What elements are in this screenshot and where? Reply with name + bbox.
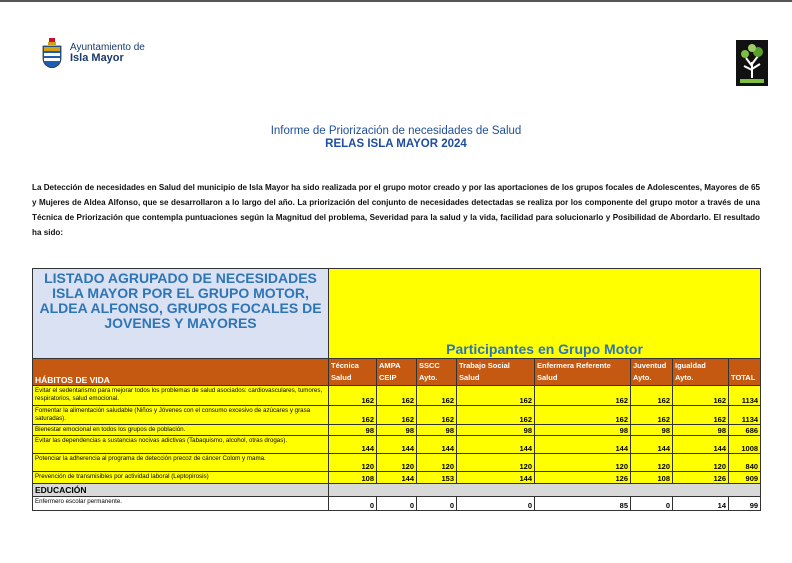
- row-value: 98: [457, 425, 535, 436]
- row-label: Potenciar la adherencia al programa de detección precoz de cáncer Colom y mama.: [33, 454, 329, 472]
- row-value: 108: [631, 472, 673, 484]
- row-value: 144: [673, 436, 729, 454]
- row-value: 14: [673, 497, 729, 511]
- org-header: [40, 38, 145, 68]
- row-value: 162: [377, 406, 417, 425]
- col-header: Enfermera Referente Salud: [535, 359, 631, 386]
- row-label: Bienestar emocional en todos los grupos de población.: [33, 425, 329, 436]
- row-value: 144: [631, 436, 673, 454]
- row-value: 162: [457, 406, 535, 425]
- category-educacion: EDUCACIÓN: [33, 484, 329, 497]
- row-value: 162: [457, 386, 535, 406]
- row-value: 120: [673, 454, 729, 472]
- row-value: 98: [377, 425, 417, 436]
- row-value: 162: [329, 406, 377, 425]
- priority-table: [32, 268, 761, 511]
- row-value: 144: [329, 436, 377, 454]
- row-value: 108: [329, 472, 377, 484]
- table-row: [33, 454, 761, 472]
- row-value: 0: [417, 497, 457, 511]
- row-value: 99: [729, 497, 761, 511]
- row-value: 144: [457, 472, 535, 484]
- row-label: Fomentar la alimentación saludable (Niños y Jóvenes con el consumo excesivo de azúcares y grasa saturadas).: [33, 406, 329, 425]
- row-value: 162: [673, 386, 729, 406]
- row-value: 162: [329, 386, 377, 406]
- row-label: Evitar el sedentarismo para mejorar todos los problemas de salud asociados: cardiovasculares, tumores, respiratorios, salud emocional.: [33, 386, 329, 406]
- row-value: 120: [377, 454, 417, 472]
- row-value: 126: [535, 472, 631, 484]
- coat-of-arms-icon: [40, 38, 64, 68]
- col-header: TOTAL: [729, 359, 761, 386]
- row-value: 126: [673, 472, 729, 484]
- row-value: 0: [329, 497, 377, 511]
- table-row: [33, 436, 761, 454]
- col-header: AMPA CEIP: [377, 359, 417, 386]
- row-value: 98: [329, 425, 377, 436]
- row-value: 1134: [729, 386, 761, 406]
- table-row: [33, 406, 761, 425]
- row-value: 162: [535, 406, 631, 425]
- col-header: SSCC Ayto.: [417, 359, 457, 386]
- row-value: 98: [631, 425, 673, 436]
- list-title-cell: LISTADO AGRUPADO DE NECESIDADES ISLA MAYOR POR EL GRUPO MOTOR, ALDEA ALFONSO, GRUPOS FOCALES DE JOVENES Y MAYORES: [33, 269, 329, 359]
- row-value: 162: [673, 406, 729, 425]
- row-value: 1134: [729, 406, 761, 425]
- row-value: 120: [631, 454, 673, 472]
- row-value: 98: [535, 425, 631, 436]
- row-value: 98: [417, 425, 457, 436]
- org-line2: Isla Mayor: [70, 52, 124, 64]
- row-value: 162: [417, 406, 457, 425]
- row-value: 120: [535, 454, 631, 472]
- row-value: 144: [535, 436, 631, 454]
- row-value: 120: [457, 454, 535, 472]
- row-value: 909: [729, 472, 761, 484]
- col-header: Trabajo Social Salud: [457, 359, 535, 386]
- table-row: [33, 472, 761, 484]
- row-value: 98: [673, 425, 729, 436]
- row-value: 0: [631, 497, 673, 511]
- row-value: 162: [377, 386, 417, 406]
- row-value: 153: [417, 472, 457, 484]
- report-subtitle: RELAS ISLA MAYOR 2024: [325, 138, 467, 150]
- row-value: 686: [729, 425, 761, 436]
- row-value: 0: [457, 497, 535, 511]
- row-value: 840: [729, 454, 761, 472]
- row-value: 144: [377, 472, 417, 484]
- row-label: Enfermero escolar permanente.: [33, 497, 329, 511]
- category-habitos: HÁBITOS DE VIDA: [33, 359, 329, 386]
- col-header: Juventud Ayto.: [631, 359, 673, 386]
- top-border-line: [0, 0, 792, 2]
- row-value: 120: [329, 454, 377, 472]
- row-label: Evitar las dependencias a sustancias nocivas adictivas (Tabaquismo, alcohol, otras drogas).: [33, 436, 329, 454]
- row-value: 162: [535, 386, 631, 406]
- participants-title: Participantes en Grupo Motor: [329, 269, 761, 359]
- row-value: 144: [377, 436, 417, 454]
- row-label: Prevención de transmisibles por actividad laboral (Leptopirosis): [33, 472, 329, 484]
- report-title: Informe de Priorización de necesidades de Salud: [270, 125, 522, 137]
- row-value: 1008: [729, 436, 761, 454]
- row-value: 162: [631, 386, 673, 406]
- row-value: 144: [457, 436, 535, 454]
- intro-paragraph: La Detección de necesidades en Salud del municipio de Isla Mayor ha sido realizada por el grupo motor creado y por las aportaciones de los grupos focales de Adolescentes, Mayores de 65 y Mujeres de Aldea Alfonso, que se desarrollaron a lo largo del año. La priorización del conjunto de necesidades detectadas se realiza por los componente del grupo motor a través de una Técnica de Priorización que contempla puntuaciones según la Magnitud del problema, Severidad para la salud y la vida, facilidad para solucionarlo y Posibilidad de Abordarlo. El resultado ha sido:: [32, 183, 760, 237]
- table-row: [33, 386, 761, 406]
- tree-logo-icon: [736, 40, 768, 86]
- row-value: 85: [535, 497, 631, 511]
- row-value: 162: [417, 386, 457, 406]
- row-value: 144: [417, 436, 457, 454]
- row-value: 120: [417, 454, 457, 472]
- org-line1: Ayuntamiento de: [70, 42, 145, 53]
- table-row: [33, 425, 761, 436]
- col-header: Igualdad Ayto.: [673, 359, 729, 386]
- row-value: 162: [631, 406, 673, 425]
- section-filler: [329, 484, 761, 497]
- row-value: 0: [377, 497, 417, 511]
- col-header: Técnica Salud: [329, 359, 377, 386]
